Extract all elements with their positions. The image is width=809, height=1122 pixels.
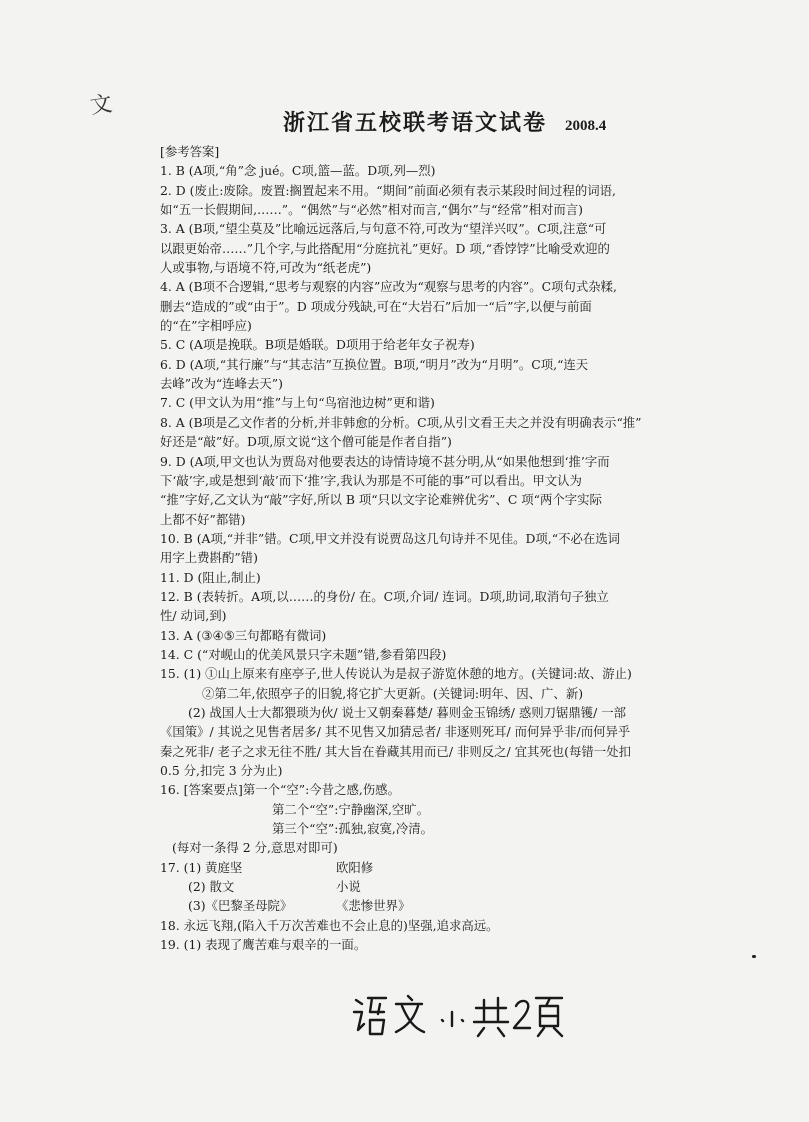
- answer-line-q9-c: “推”字好,乙文认为“敲”字好,所以 B 项“只以文字论难辨优劣”、C 项“两个字实际: [160, 492, 602, 508]
- answer-line-q9-d: 上都不好”都错): [160, 511, 246, 527]
- answer-line-q4-c: 的“在”字相呼应): [160, 318, 252, 334]
- q17-2-value: 小说: [336, 879, 361, 895]
- page-title: 浙江省五校联考语文试卷: [283, 110, 548, 136]
- answer-line-q1: 1. B (A项,“角”念 jué。C项,篮—蓝。D项,列—烈): [160, 163, 436, 179]
- q17-3-label: (3)《巴黎圣母院》: [188, 898, 293, 914]
- answer-line-q7: 7. C (甲文认为用“推”与上句“鸟宿池边树”更和谐): [160, 395, 435, 411]
- answer-heading: [参考答案]: [160, 144, 220, 159]
- answer-line-q11: 11. D (阻止,制止): [160, 569, 261, 585]
- answer-line-q6-b: 去峰”改为“连峰去天”): [160, 376, 283, 392]
- answer-line-q4-b: 删去“造成的”或“由于”。D 项成分残缺,可在“大岩石”后加一“后”字,以便与前面: [160, 298, 592, 314]
- answer-line-q18: 18. 永远飞翔,(陷入千万次苦难也不会止息的)坚强,追求高远。: [160, 917, 499, 933]
- answer-line-q15-b: ②第二年,依照亭子的旧貌,将它扩大更新。(关键词:明年、因、广、新): [202, 685, 584, 701]
- answer-line-q4-a: 4. A (B项不合逻辑,“思考与观察的内容”应改为“观察与思考的内容”。C项句式杂糅,: [160, 279, 618, 295]
- answer-line-q9-b: 下‘敲’字,或是想到‘敲’而下‘推’字,我认为那是不可能的事”可以看出。甲文认为: [160, 472, 582, 488]
- answer-line-q3-a: 3. A (B项,“望尘莫及”比喻远远落后,与句意不符,可改为“望洋兴叹”。C项,注意“可: [160, 221, 607, 237]
- answer-line-q15-d: 《国策》/ 其说之见售者居多/ 其不见售又加猜忌者/ 非逐则死耳/ 而何异乎非/而何异乎: [160, 724, 631, 740]
- answer-line-q10-a: 10. B (A项,“并非”错。C项,甲文并没有说贾岛这几句诗并不见佳。D项,“不必在选词: [160, 530, 621, 546]
- answer-line-q16-a: 16. [答案要点]第一个“空”:今昔之感,伤感。: [160, 782, 400, 798]
- q17-2-label: (2) 散文: [188, 879, 235, 895]
- answer-line-q10-b: 用字上费斟酌”错): [160, 550, 258, 566]
- answer-line-q16-b: 第二个“空”:宁静幽深,空旷。: [272, 801, 430, 817]
- answer-line-q15-f: 0.5 分,扣完 3 分为止): [160, 763, 283, 778]
- answer-line-q15-c: (2) 战国人士大都猥琐为伙/ 说士又朝秦暮楚/ 暮则金玉锦绣/ 惑则刀锯鼎镬/ 一部: [188, 704, 627, 720]
- answer-line-q16-d: (每对一条得 2 分,意思对即可): [172, 840, 338, 856]
- exam-date: 2008.4: [565, 118, 607, 134]
- handwritten-corner-mark: 文: [88, 91, 114, 120]
- answer-line-q15-e: 秦之死非/ 老子之求无往不胜/ 其大旨在眷藏其用而已/ 非则反之/ 宜其死也(每错一处扣: [160, 743, 631, 759]
- answer-line-q9-a: 9. D (A项,甲文也认为贾岛对他要表达的诗情诗境不甚分明,从“如果他想到‘推’字而: [160, 453, 610, 469]
- answer-line-q15-a: 15. (1) ①山上原来有座亭子,世人传说认为是叔子游览休憩的地方。(关键词:故、游止): [160, 666, 632, 682]
- answer-line-q14: 14. C (“对岘山的优美风景只字未题”错,参看第四段): [160, 646, 447, 662]
- answer-line-q3-b: 以跟更始帝……”几个字,与此搭配用“分庭抗礼”更好。D 项,“香饽饽”比喻受欢迎的: [160, 240, 610, 256]
- answer-line-q6-a: 6. D (A项,“其行廉”与“其志洁”互换位置。B项,“明月”改为“月明”。C项,“连天: [160, 356, 589, 372]
- answer-line-q12-b: 性/ 动词,到): [160, 608, 227, 624]
- answer-line-q5: 5. C (A项是挽联。B项是婚联。D项用于给老年女子祝寿): [160, 337, 475, 353]
- q17-1-label: 17. (1) 黄庭坚: [160, 859, 243, 875]
- handwritten-page-note: [350, 990, 570, 1040]
- answer-line-q8-b: 好还是“敲”好。D项,原文说“这个僧可能是作者自指”): [160, 434, 452, 450]
- answer-line-q17-2: [160, 877, 720, 896]
- answer-line-q13: 13. A (③④⑤三句都略有微词): [160, 627, 327, 643]
- q17-3-value: 《悲惨世界》: [336, 898, 411, 914]
- answer-line-q12-a: 12. B (表转折。A项,以……的身份/ 在。C项,介词/ 连词。D项,助词,取消句子独立: [160, 588, 609, 604]
- answer-body: [160, 142, 720, 954]
- answer-line-q3-c: 人或事物,与语境不符,可改为“纸老虎”): [160, 260, 372, 276]
- page-header: [283, 106, 606, 137]
- q17-1-value: 欧阳修: [336, 859, 374, 875]
- answer-line-q19: 19. (1) 表现了鹰苦难与艰辛的一面。: [160, 937, 367, 953]
- answer-line-q17-1: [160, 858, 720, 877]
- answer-line-q17-3: [160, 896, 720, 915]
- answer-line-q8-a: 8. A (B项是乙文作者的分析,并非韩愈的分析。C项,从引文看王夫之并没有明确表示“推”: [160, 414, 642, 430]
- scan-speck: [752, 955, 756, 958]
- answer-line-q2-b: 如“五一长假期间,……”。“偶然”与“必然”相对而言,“偶尔”与“经常”相对而言): [160, 202, 583, 218]
- answer-line-q16-c: 第三个“空”:孤独,寂寞,冷清。: [272, 821, 434, 837]
- answer-line-q2-a: 2. D (废止:废除。废置:搁置起来不用。“期间”前面必须有表示某段时间过程的词语,: [160, 182, 616, 198]
